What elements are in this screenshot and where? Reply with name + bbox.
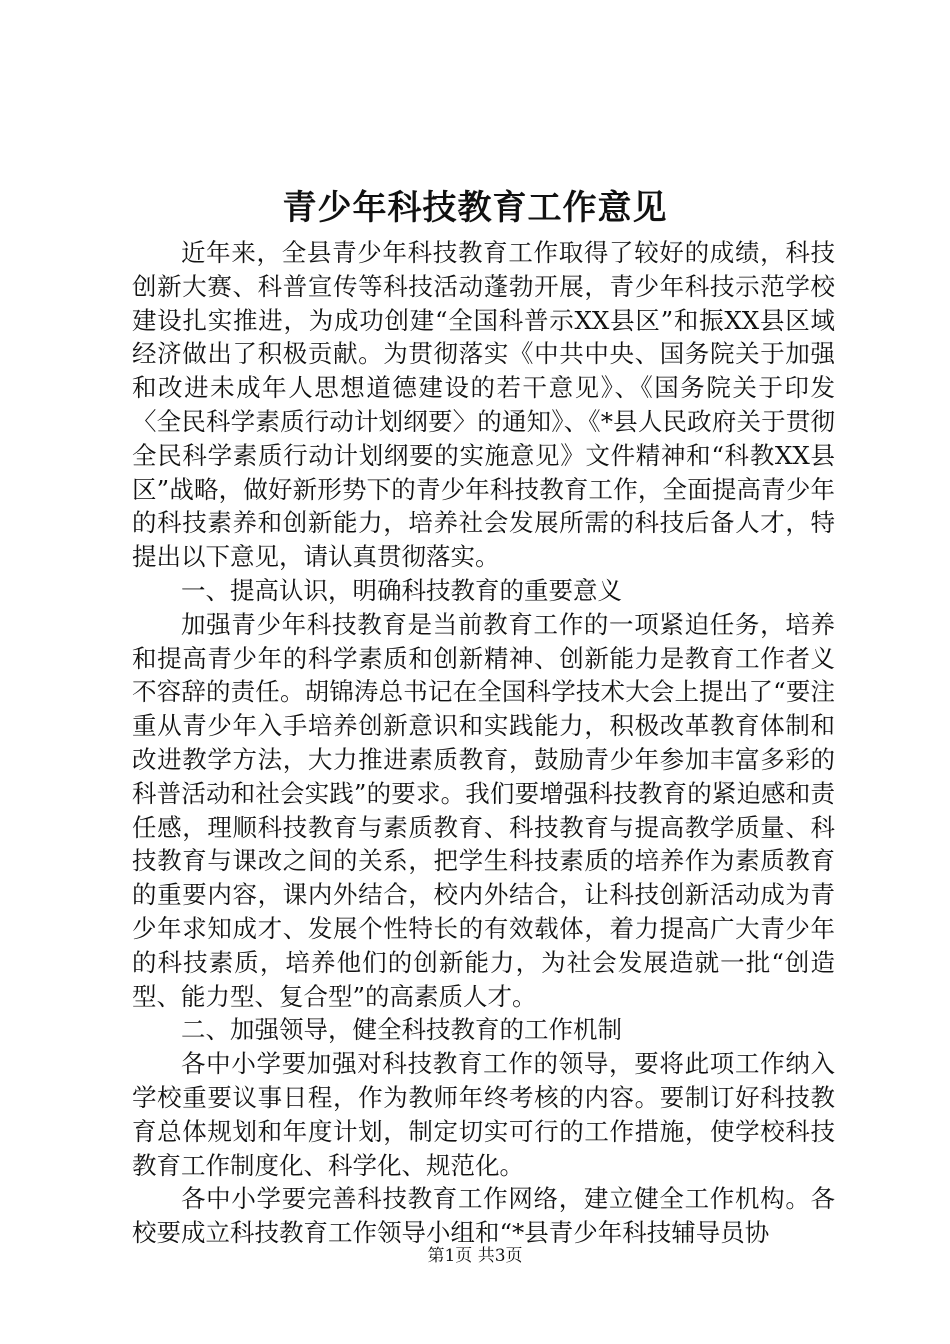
intro-paragraph: 近年来，全县青少年科技教育工作取得了较好的成绩，科技创新大赛、科普宣传等科技活动蓬勃开展，青少年科技示范学校建设扎实推进，为成功创建“全国科普示XX县区”和振XX县区域经济做出了积极贡献。为贯彻落实《中共中央、国务院关于加强和改进未成年人思想道德建设的若干意见》、《国务院关于印发〈全民科学素质行动计划纲要〉的通知》、《*县人民政府关于贯彻全民科学素质行动计划纲要的实施意见》文件精神和“科教XX县区”战略，做好新形势下的青少年科技教育工作，全面提高青少年的科技素养和创新能力，培养社会发展所需的科技后备人才，特提出以下意见，请认真贯彻落实。 <box>132 238 835 572</box>
section-1-paragraph: 加强青少年科技教育是当前教育工作的一项紧迫任务，培养和提高青少年的科学素质和创新精神、创新能力是教育工作者义不容辞的责任。胡锦涛总书记在全国科学技术大会上提出了“要注重从青少年入手培养创新意识和实践能力，积极改革教育体制和改进教学方法，大力推进素质教育，鼓励青少年参加丰富多彩的科普活动和社会实践”的要求。我们要增强科技教育的紧迫感和责任感，理顺科技教育与素质教育、科技教育与提高教学质量、科技教育与课改之间的关系，把学生科技素质的培养作为素质教育的重要内容，课内外结合，校内外结合，让科技创新活动成为青少年求知成才、发展个性特长的有效载体，着力提高广大青少年的科技素质，培养他们的创新能力，为社会发展造就一批“创造型、能力型、复合型”的高素质人才。 <box>132 609 835 1011</box>
page-footer: 第1页 共3页 <box>427 1246 523 1266</box>
document-title: 青少年科技教育工作意见 <box>282 188 668 228</box>
section-2-paragraph-2: 各中小学要完善科技教育工作网络，建立健全工作机构。各校要成立科技教育工作领导小组和“*县青少年科技辅导员协 <box>132 1184 835 1248</box>
section-2-paragraph-1: 各中小学要加强对科技教育工作的领导，要将此项工作纳入学校重要议事日程，作为教师年终考核的内容。要制订好科技教育总体规划和年度计划，制定切实可行的工作措施，使学校科技教育工作制度化、科学化、规范化。 <box>132 1049 835 1180</box>
document-body <box>132 236 835 1250</box>
section-heading-1: 一、提高认识，明确科技教育的重要意义 <box>181 575 622 605</box>
section-heading-2: 二、加强领导，健全科技教育的工作机制 <box>181 1015 622 1045</box>
